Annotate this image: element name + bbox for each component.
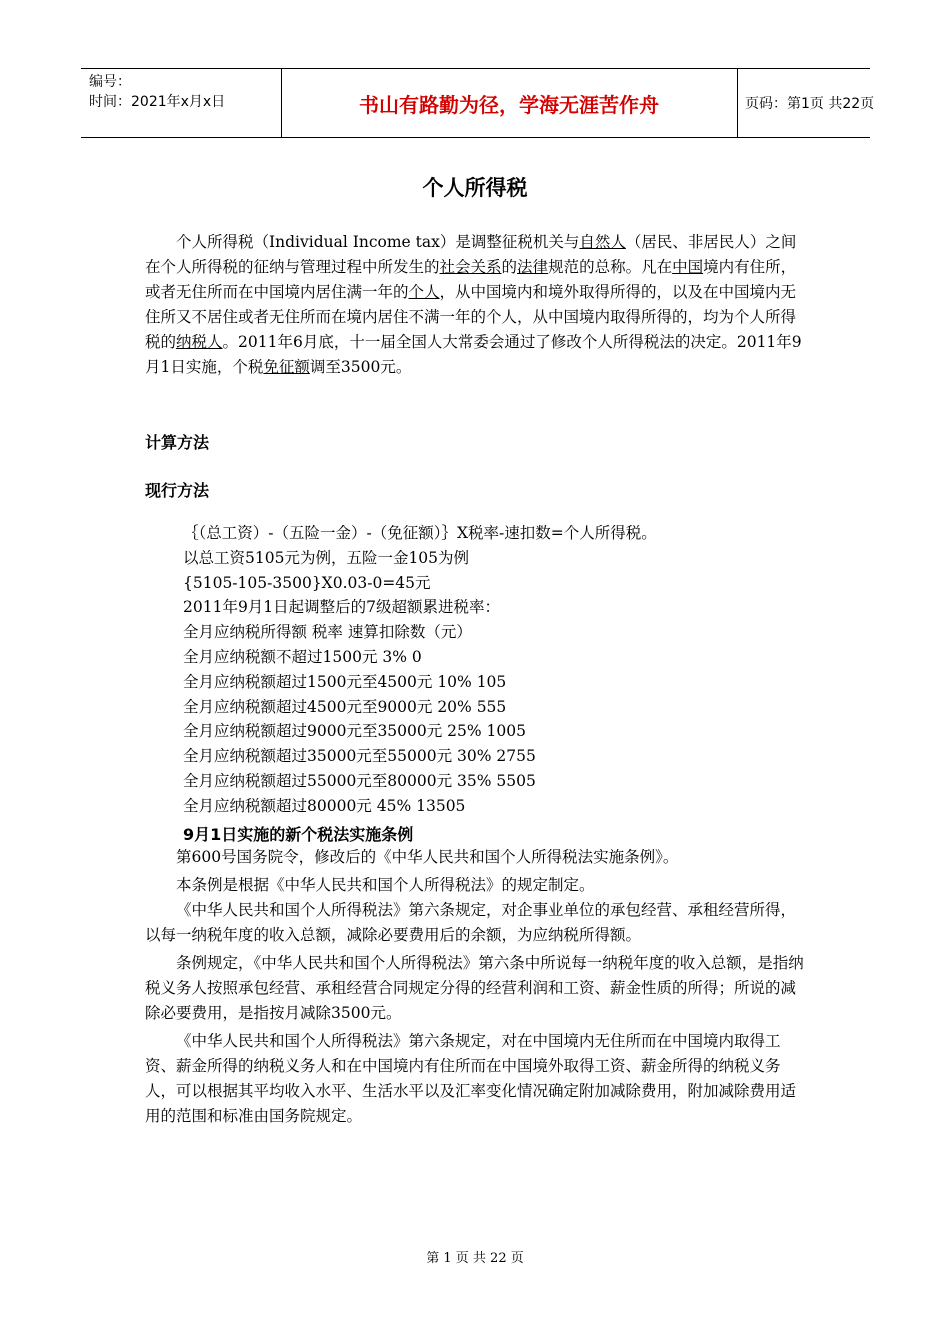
page-info: 页码：第1页 共22页 — [745, 96, 875, 112]
intro-text: 的 — [501, 258, 518, 276]
formula-block — [183, 521, 657, 819]
rules-paragraph: 《中华人民共和国个人所得税法》第六条规定，对在中国境内无住所而在中国境内取得工资、薪金所得的纳税义务人和在中国境内有住所而在中国境外取得工资、薪金所得的纳税义务人，可以根据其平均收入水平、生活水平以及汇率变化情况确定附加减除费用，附加减除费用适用的范围和标准由国务院规定。 — [145, 1032, 797, 1125]
link-individual[interactable]: 个人 — [408, 283, 440, 301]
tax-bracket-row: 全月应纳税额超过4500元至9000元 20% 555 — [183, 697, 507, 716]
section-heading-rules: 9月1日实施的新个税法实施条例 — [183, 825, 414, 844]
tax-table-header: 全月应纳税所得额 税率 速算扣除数（元） — [183, 623, 472, 642]
intro-text: 。2011年6月底，十一届全国人大常委会通过了修改个人所得税法的决定。2011年9月1日实施，个税 — [145, 333, 802, 376]
section-heading-current: 现行方法 — [145, 481, 210, 500]
time-label: 时间：2021年x月x日 — [89, 94, 226, 110]
tax-bracket-row: 全月应纳税额超过55000元至80000元 35% 5505 — [183, 771, 536, 790]
page-footer: 第 1 页 共 22 页 — [426, 1251, 524, 1266]
intro-text: 个人所得税（Individual Income tax）是调整征税机关与 — [176, 233, 580, 251]
tax-bracket-row: 全月应纳税额不超过1500元 3% 0 — [183, 647, 422, 666]
link-taxpayer[interactable]: 纳税人 — [176, 333, 223, 351]
tax-bracket-row: 全月应纳税额超过9000元至35000元 25% 1005 — [183, 722, 527, 741]
link-law[interactable]: 法律 — [517, 258, 549, 276]
rules-paragraph: 第600号国务院令，修改后的《中华人民共和国个人所得税法实施条例》。 — [176, 848, 679, 866]
header-motto: 书山有路勤为径，学海无涯苦作舟 — [359, 92, 659, 117]
document-header — [81, 68, 875, 138]
section-heading-calc: 计算方法 — [145, 433, 210, 452]
rules-paragraph: 条例规定，《中华人民共和国个人所得税法》第六条中所说每一纳税年度的收入总额，是指纳税义务人按照承包经营、承租经营合同规定分得的经营利润和工资、薪金性质的所得；所说的减除必要费用，是指按月减除3500元。 — [145, 954, 804, 1022]
link-natural-person[interactable]: 自然人 — [579, 233, 626, 251]
intro-text: 规范的总称。凡在 — [548, 258, 673, 276]
tax-bracket-row: 全月应纳税额超过1500元至4500元 10% 105 — [183, 672, 507, 691]
header-meta — [81, 69, 281, 137]
number-label: 编号： — [89, 74, 131, 90]
link-exemption[interactable]: 免征额 — [263, 358, 310, 376]
rules-paragraph: 《中华人民共和国个人所得税法》第六条规定，对企事业单位的承包经营、承租经营所得，以每一纳税年度的收入总额，减除必要费用后的余额，为应纳税所得额。 — [145, 901, 797, 944]
intro-paragraph — [145, 230, 805, 380]
link-social-relations[interactable]: 社会关系 — [439, 258, 502, 276]
tax-bracket-row: 全月应纳税额超过35000元至55000元 30% 2755 — [183, 747, 536, 766]
page-title: 个人所得税 — [422, 176, 528, 200]
rules-paragraph: 本条例是根据《中华人民共和国个人所得税法》的规定制定。 — [176, 876, 595, 894]
formula-line: 以总工资5105元为例，五险一金105为例 — [183, 548, 470, 567]
formula-line: ｛（总工资）-（五险一金）-（免征额）｝X税率-速扣数=个人所得税。 — [183, 524, 657, 542]
intro-text: （居民、非居民人）之间在个人所得税的征纳与管理过程中所发生的 — [145, 233, 797, 276]
tax-bracket-row: 全月应纳税额超过80000元 45% 13505 — [183, 796, 466, 815]
intro-text: 境内有住所，或者无住所而在中国境内居住满一年的 — [145, 258, 797, 301]
link-china[interactable]: 中国 — [672, 258, 704, 276]
formula-line: {5105-105-3500}X0.03-0=45元 — [183, 573, 431, 592]
formula-line: 2011年9月1日起调整后的7级超额累进税率： — [183, 598, 501, 617]
intro-text: ，从中国境内和境外取得所得的，以及在中国境内无住所又不居住或者无住所而在境内居住不满一年的个人，从中国境内取得所得的，均为个人所得税的 — [145, 283, 797, 351]
intro-text: 调至3500元。 — [309, 358, 412, 376]
rules-block — [145, 845, 805, 1129]
